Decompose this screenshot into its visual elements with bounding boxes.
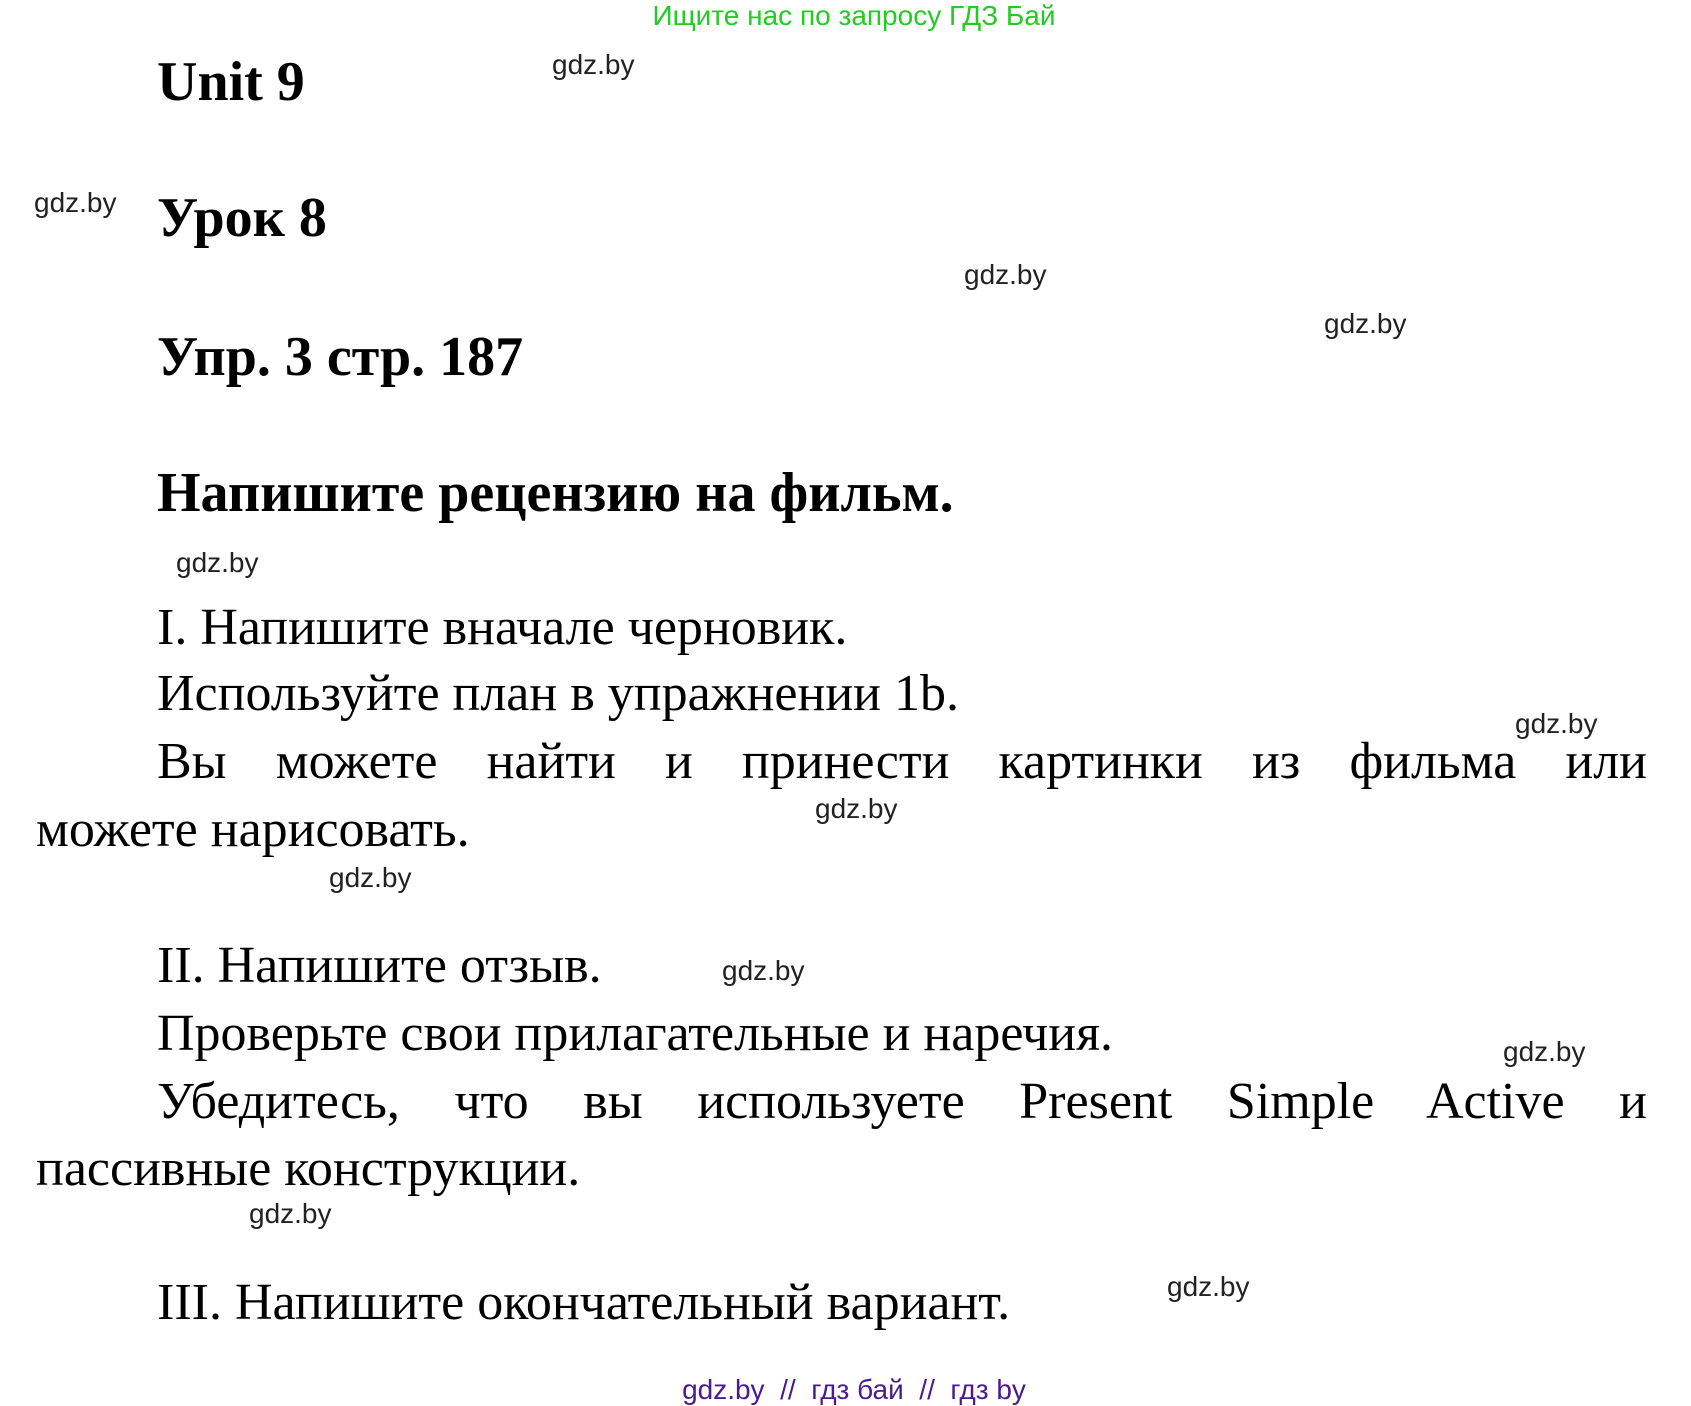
watermark: gdz.by [176,547,259,578]
watermark: gdz.by [964,259,1047,290]
body-line: Проверьте свои прилагательные и наречия. [157,1005,1114,1062]
exercise-heading: Упр. 3 стр. 187 [157,326,524,388]
watermark: gdz.by [329,862,412,893]
watermark: gdz.by [1324,308,1407,339]
body-line: пассивные конструкции. [36,1140,581,1197]
body-line: Убедитесь, что вы используете Present Simple Active и [157,1073,1647,1130]
body-line: Вы можете найти и принести картинки из фильма или [157,733,1647,790]
watermark: gdz.by [249,1198,332,1229]
search-banner: Ищите нас по запросу ГДЗ Бай [652,0,1056,31]
body-line: Используйте план в упражнении 1b. [157,665,959,722]
footer-links: gdz.by // гдз бай // гдз by [682,1374,1026,1405]
body-line: II. Напишите отзыв. [157,937,602,994]
body-line: можете нарисовать. [36,801,470,858]
task-heading: Напишите рецензию на фильм. [157,462,954,524]
watermark: gdz.by [1503,1036,1586,1067]
unit-heading: Unit 9 [157,51,305,113]
watermark: gdz.by [34,187,117,218]
watermark: gdz.by [1167,1271,1250,1302]
watermark: gdz.by [1515,708,1598,739]
body-line: III. Напишите окончательный вариант. [157,1274,1011,1331]
body-line: I. Напишите вначале черновик. [157,599,848,656]
watermark: gdz.by [722,955,805,986]
watermark: gdz.by [815,793,898,824]
lesson-heading: Урок 8 [157,187,327,249]
watermark: gdz.by [552,49,635,80]
